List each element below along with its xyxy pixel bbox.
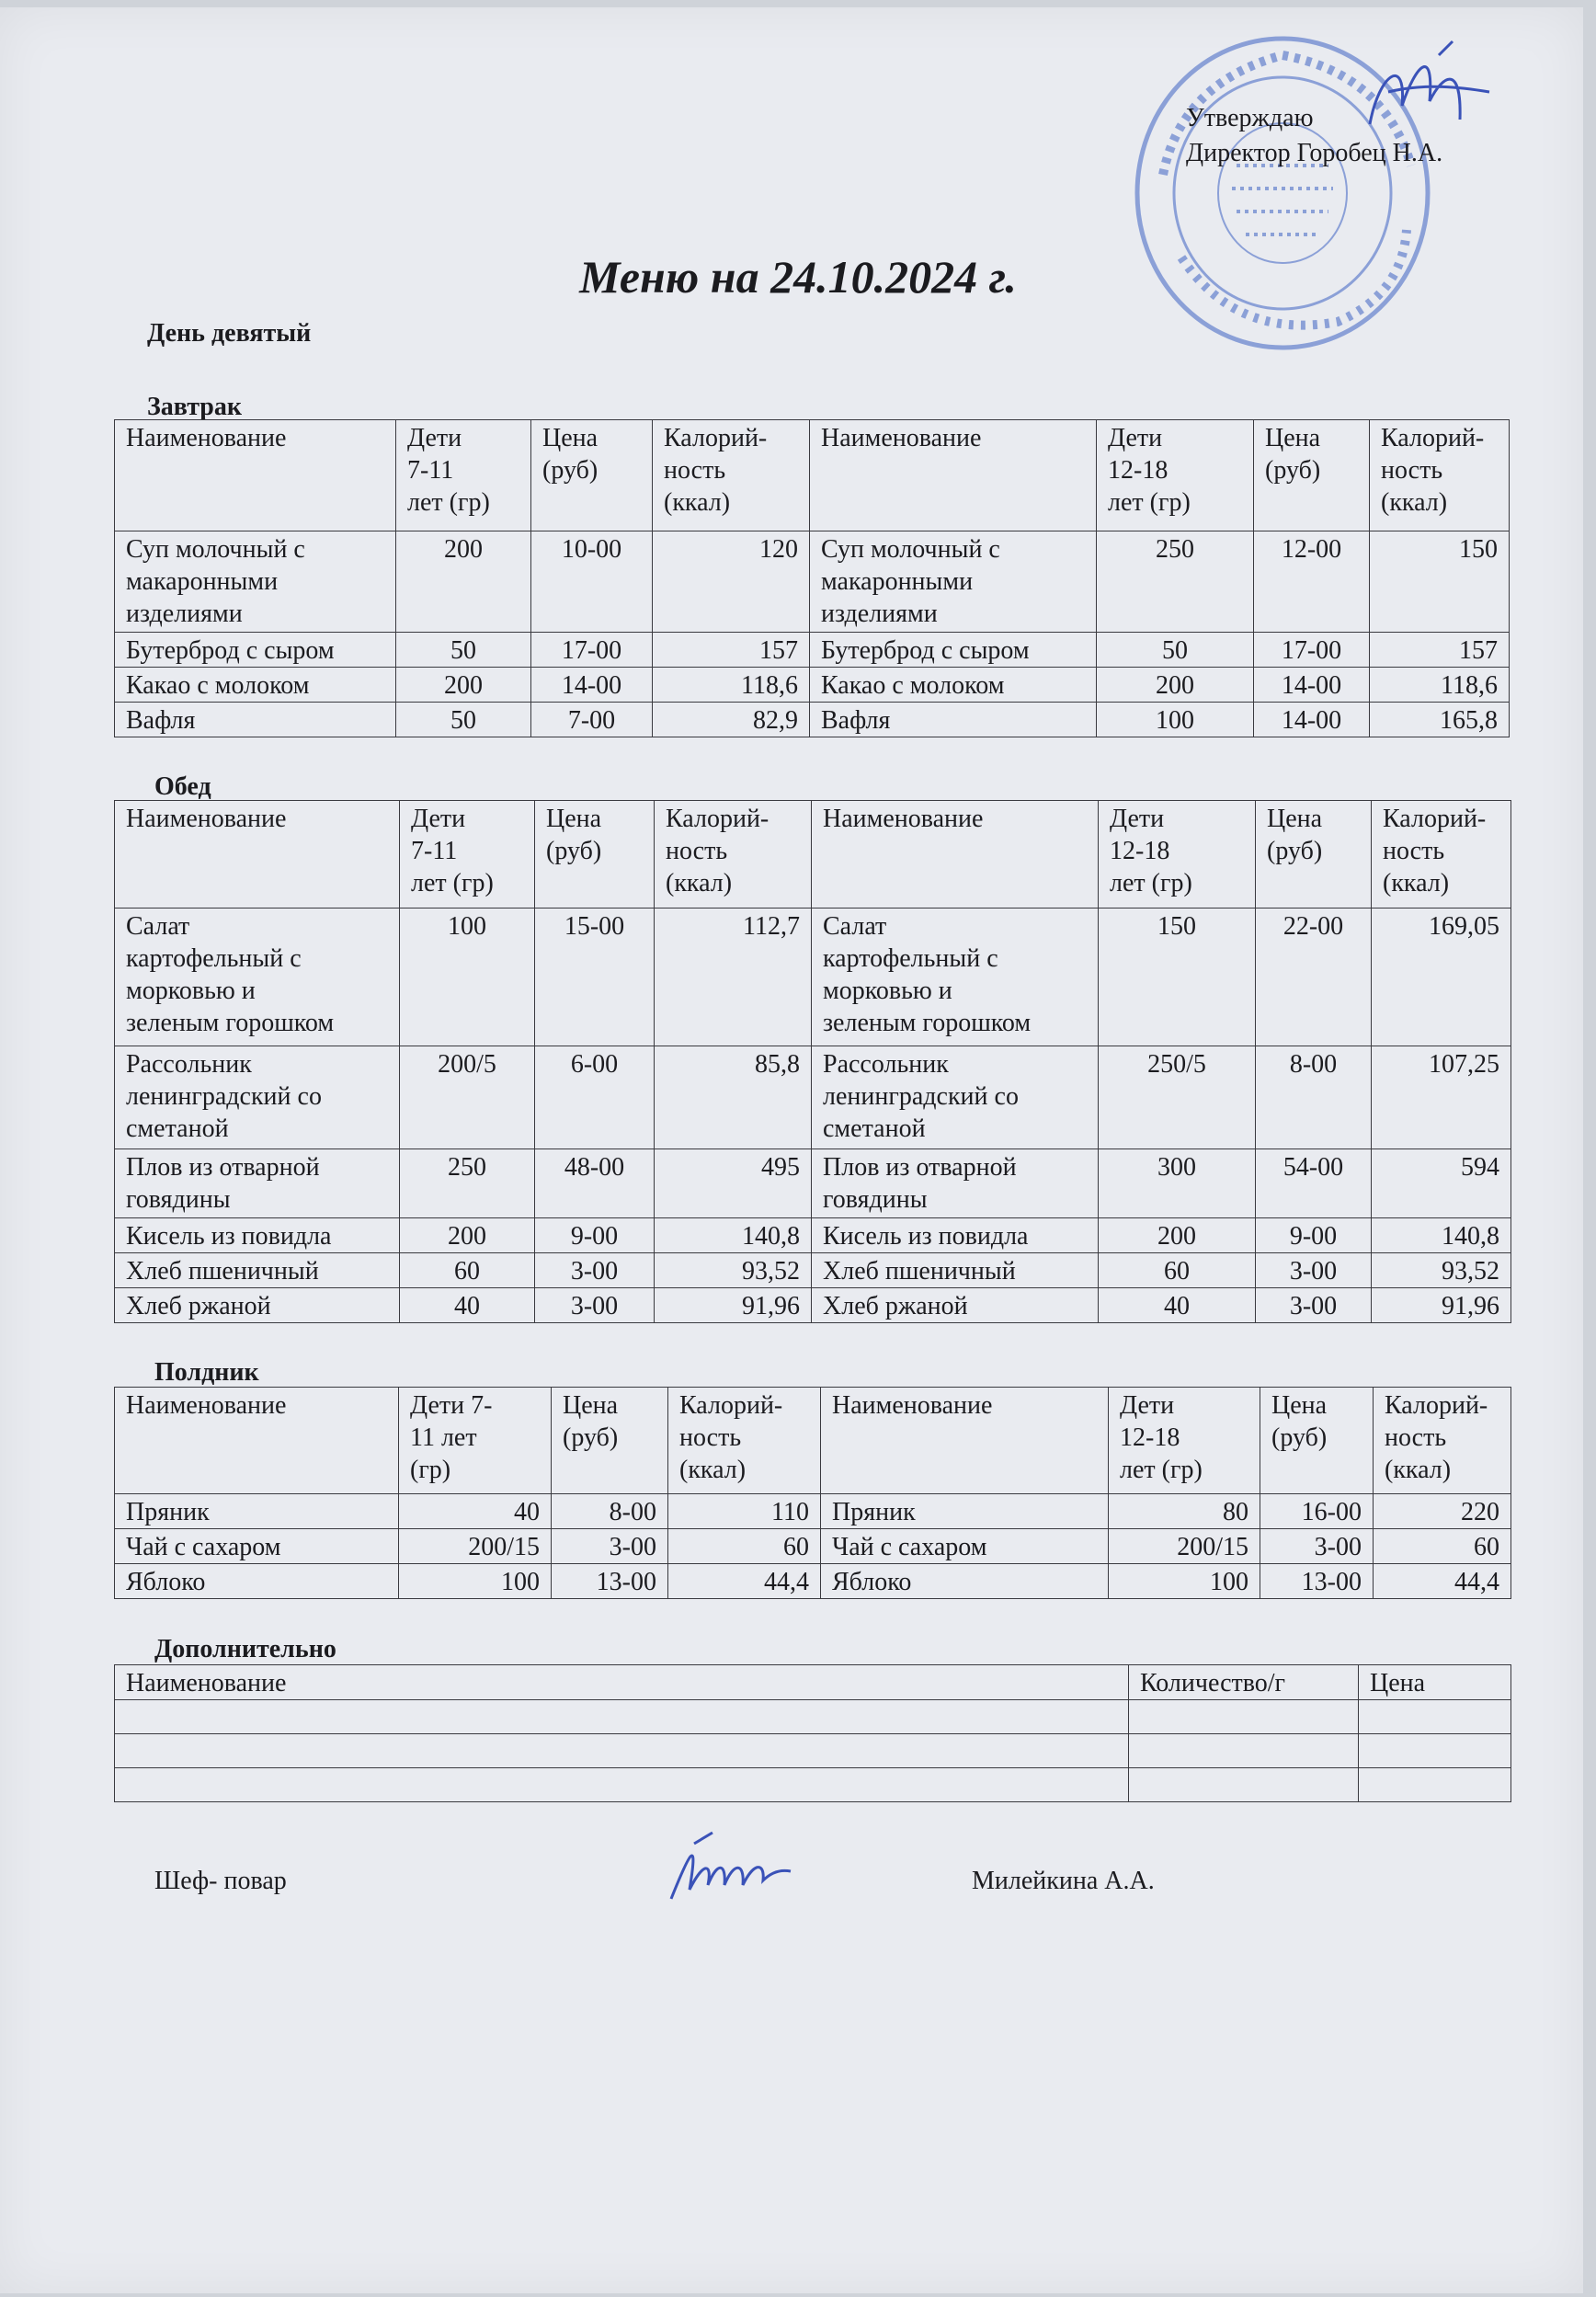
breakfast-cell: 118,6	[1370, 668, 1510, 703]
breakfast-header-row	[115, 420, 1510, 531]
snack-cell: Яблоко	[115, 1564, 399, 1599]
lunch-row	[115, 909, 1511, 1046]
lunch-header-cell: Калорий- ность (ккал)	[655, 801, 812, 909]
extra-header-cell: Цена	[1359, 1665, 1511, 1700]
lunch-cell: 22-00	[1256, 909, 1372, 1046]
breakfast-cell: Какао с молоком	[810, 668, 1097, 703]
snack-label: Полдник	[154, 1358, 259, 1387]
extra-empty-cell	[1359, 1700, 1511, 1734]
lunch-header-row	[115, 801, 1511, 909]
breakfast-cell: 17-00	[531, 633, 653, 668]
breakfast-cell: 250	[1097, 531, 1254, 633]
extra-empty-row	[115, 1734, 1511, 1768]
lunch-cell: 112,7	[655, 909, 812, 1046]
breakfast-cell: 10-00	[531, 531, 653, 633]
breakfast-cell: 14-00	[531, 668, 653, 703]
extra-header-row	[115, 1665, 1511, 1700]
lunch-cell: 6-00	[535, 1046, 655, 1149]
breakfast-cell: 150	[1370, 531, 1510, 633]
extra-empty-row	[115, 1700, 1511, 1734]
snack-cell: 44,4	[1374, 1564, 1511, 1599]
breakfast-header-cell: Наименование	[810, 420, 1097, 531]
lunch-cell: Рассольник ленинградский со сметаной	[115, 1046, 400, 1149]
snack-table	[114, 1387, 1511, 1599]
chef-name: Милейкина А.А.	[972, 1867, 1155, 1895]
breakfast-cell: 200	[396, 531, 531, 633]
extra-header-cell: Наименование	[115, 1665, 1129, 1700]
breakfast-cell: Суп молочный с макаронными изделиями	[115, 531, 396, 633]
lunch-cell: 300	[1099, 1149, 1256, 1218]
breakfast-cell: 118,6	[653, 668, 810, 703]
snack-header-cell: Наименование	[115, 1388, 399, 1494]
breakfast-cell: 100	[1097, 703, 1254, 737]
lunch-cell: Хлеб ржаной	[812, 1288, 1099, 1323]
breakfast-header-cell: Дети 7-11 лет (гр)	[396, 420, 531, 531]
snack-cell: 80	[1109, 1494, 1260, 1529]
snack-header-cell: Дети 7- 11 лет (гр)	[399, 1388, 552, 1494]
lunch-cell: 15-00	[535, 909, 655, 1046]
snack-header-row	[115, 1388, 1511, 1494]
lunch-cell: 140,8	[655, 1218, 812, 1253]
lunch-cell: 3-00	[1256, 1288, 1372, 1323]
lunch-row	[115, 1288, 1511, 1323]
snack-row	[115, 1564, 1511, 1599]
breakfast-header-cell: Наименование	[115, 420, 396, 531]
snack-header-cell: Наименование	[821, 1388, 1109, 1494]
snack-header-cell: Цена (руб)	[552, 1388, 668, 1494]
lunch-cell: Хлеб пшеничный	[812, 1253, 1099, 1288]
extra-empty-cell	[1359, 1768, 1511, 1802]
breakfast-cell: 157	[1370, 633, 1510, 668]
snack-cell: 3-00	[1260, 1529, 1374, 1564]
lunch-header-cell: Наименование	[812, 801, 1099, 909]
lunch-cell: 40	[400, 1288, 535, 1323]
lunch-cell: Плов из отварной говядины	[812, 1149, 1099, 1218]
snack-row	[115, 1494, 1511, 1529]
lunch-cell: Хлеб пшеничный	[115, 1253, 400, 1288]
lunch-header-cell: Дети 12-18 лет (гр)	[1099, 801, 1256, 909]
lunch-cell: 54-00	[1256, 1149, 1372, 1218]
lunch-cell: 91,96	[1372, 1288, 1511, 1323]
breakfast-header-cell: Калорий- ность (ккал)	[653, 420, 810, 531]
snack-cell: 200/15	[1109, 1529, 1260, 1564]
breakfast-row	[115, 668, 1510, 703]
page-title: Меню на 24.10.2024 г.	[579, 251, 1017, 303]
snack-row	[115, 1529, 1511, 1564]
breakfast-cell: Вафля	[810, 703, 1097, 737]
lunch-cell: 140,8	[1372, 1218, 1511, 1253]
breakfast-table	[114, 419, 1510, 737]
snack-cell: 13-00	[552, 1564, 668, 1599]
breakfast-label: Завтрак	[147, 393, 243, 421]
lunch-cell: 200/5	[400, 1046, 535, 1149]
lunch-cell: 8-00	[1256, 1046, 1372, 1149]
lunch-cell: 107,25	[1372, 1046, 1511, 1149]
approval-line1: Утверждаю	[1186, 104, 1314, 132]
approval-line2: Директор Горобец Н.А.	[1186, 139, 1443, 167]
breakfast-cell: 50	[1097, 633, 1254, 668]
lunch-cell: 91,96	[655, 1288, 812, 1323]
breakfast-row	[115, 633, 1510, 668]
breakfast-cell: 50	[396, 633, 531, 668]
snack-cell: Пряник	[821, 1494, 1109, 1529]
chef-signature	[662, 1825, 800, 1908]
snack-cell: 100	[399, 1564, 552, 1599]
lunch-cell: 100	[400, 909, 535, 1046]
lunch-cell: 40	[1099, 1288, 1256, 1323]
lunch-row	[115, 1046, 1511, 1149]
snack-cell: 3-00	[552, 1529, 668, 1564]
breakfast-cell: Бутерброд с сыром	[810, 633, 1097, 668]
breakfast-cell: Суп молочный с макаронными изделиями	[810, 531, 1097, 633]
breakfast-cell: 17-00	[1254, 633, 1370, 668]
breakfast-cell: 120	[653, 531, 810, 633]
extra-empty-cell	[115, 1768, 1129, 1802]
lunch-cell: Салат картофельный с морковью и зеленым горошком	[812, 909, 1099, 1046]
lunch-cell: 594	[1372, 1149, 1511, 1218]
lunch-cell: 3-00	[535, 1253, 655, 1288]
breakfast-cell: Вафля	[115, 703, 396, 737]
lunch-row	[115, 1218, 1511, 1253]
snack-cell: Пряник	[115, 1494, 399, 1529]
breakfast-cell: 14-00	[1254, 703, 1370, 737]
extra-empty-row	[115, 1768, 1511, 1802]
snack-cell: 40	[399, 1494, 552, 1529]
breakfast-cell: 157	[653, 633, 810, 668]
snack-cell: Яблоко	[821, 1564, 1109, 1599]
breakfast-cell: 7-00	[531, 703, 653, 737]
snack-header-cell: Цена (руб)	[1260, 1388, 1374, 1494]
lunch-label: Обед	[154, 772, 211, 801]
lunch-cell: 9-00	[535, 1218, 655, 1253]
snack-cell: 44,4	[668, 1564, 821, 1599]
extra-header-cell: Количество/г	[1129, 1665, 1359, 1700]
lunch-cell: 169,05	[1372, 909, 1511, 1046]
breakfast-cell: 82,9	[653, 703, 810, 737]
lunch-cell: 48-00	[535, 1149, 655, 1218]
lunch-cell: Хлеб ржаной	[115, 1288, 400, 1323]
lunch-cell: Плов из отварной говядины	[115, 1149, 400, 1218]
lunch-cell: 60	[1099, 1253, 1256, 1288]
snack-cell: 60	[668, 1529, 821, 1564]
lunch-row	[115, 1149, 1511, 1218]
breakfast-row	[115, 703, 1510, 737]
lunch-cell: 93,52	[655, 1253, 812, 1288]
snack-header-cell: Калорий- ность (ккал)	[1374, 1388, 1511, 1494]
breakfast-cell: 200	[1097, 668, 1254, 703]
lunch-header-cell: Цена (руб)	[1256, 801, 1372, 909]
extra-table	[114, 1664, 1511, 1802]
snack-cell: 13-00	[1260, 1564, 1374, 1599]
extra-empty-cell	[115, 1700, 1129, 1734]
snack-cell: 8-00	[552, 1494, 668, 1529]
lunch-cell: 150	[1099, 909, 1256, 1046]
lunch-cell: Кисель из повидла	[812, 1218, 1099, 1253]
lunch-cell: 200	[400, 1218, 535, 1253]
extra-empty-cell	[115, 1734, 1129, 1768]
snack-cell: 60	[1374, 1529, 1511, 1564]
extra-empty-cell	[1129, 1768, 1359, 1802]
lunch-header-cell: Наименование	[115, 801, 400, 909]
lunch-cell: Кисель из повидла	[115, 1218, 400, 1253]
breakfast-cell: Какао с молоком	[115, 668, 396, 703]
breakfast-cell: Бутерброд с сыром	[115, 633, 396, 668]
extra-empty-cell	[1359, 1734, 1511, 1768]
breakfast-cell: 200	[396, 668, 531, 703]
breakfast-cell: 50	[396, 703, 531, 737]
breakfast-header-cell: Цена (руб)	[531, 420, 653, 531]
snack-cell: Чай с сахаром	[821, 1529, 1109, 1564]
lunch-cell: Салат картофельный с морковью и зеленым горошком	[115, 909, 400, 1046]
snack-cell: Чай с сахаром	[115, 1529, 399, 1564]
approval-block	[1186, 101, 1442, 171]
lunch-cell: 60	[400, 1253, 535, 1288]
lunch-cell: 250	[400, 1149, 535, 1218]
lunch-row	[115, 1253, 1511, 1288]
lunch-header-cell: Калорий- ность (ккал)	[1372, 801, 1511, 909]
breakfast-row	[115, 531, 1510, 633]
extra-empty-cell	[1129, 1700, 1359, 1734]
breakfast-cell: 14-00	[1254, 668, 1370, 703]
snack-header-cell: Калорий- ность (ккал)	[668, 1388, 821, 1494]
snack-cell: 100	[1109, 1564, 1260, 1599]
lunch-cell: 200	[1099, 1218, 1256, 1253]
breakfast-header-cell: Калорий- ность (ккал)	[1370, 420, 1510, 531]
lunch-cell: 93,52	[1372, 1253, 1511, 1288]
lunch-header-cell: Цена (руб)	[535, 801, 655, 909]
breakfast-cell: 12-00	[1254, 531, 1370, 633]
lunch-cell: 85,8	[655, 1046, 812, 1149]
snack-cell: 110	[668, 1494, 821, 1529]
lunch-cell: 3-00	[535, 1288, 655, 1323]
extra-empty-cell	[1129, 1734, 1359, 1768]
lunch-cell: 250/5	[1099, 1046, 1256, 1149]
lunch-header-cell: Дети 7-11 лет (гр)	[400, 801, 535, 909]
lunch-cell: 495	[655, 1149, 812, 1218]
lunch-cell: 9-00	[1256, 1218, 1372, 1253]
snack-cell: 16-00	[1260, 1494, 1374, 1529]
breakfast-cell: 165,8	[1370, 703, 1510, 737]
breakfast-header-cell: Дети 12-18 лет (гр)	[1097, 420, 1254, 531]
snack-cell: 220	[1374, 1494, 1511, 1529]
day-label: День девятый	[147, 319, 312, 348]
lunch-cell: Рассольник ленинградский со сметаной	[812, 1046, 1099, 1149]
lunch-cell: 3-00	[1256, 1253, 1372, 1288]
snack-header-cell: Дети 12-18 лет (гр)	[1109, 1388, 1260, 1494]
lunch-table	[114, 800, 1511, 1323]
chef-role: Шеф- повар	[154, 1867, 287, 1895]
breakfast-header-cell: Цена (руб)	[1254, 420, 1370, 531]
snack-cell: 200/15	[399, 1529, 552, 1564]
extra-label: Дополнительно	[154, 1635, 336, 1663]
